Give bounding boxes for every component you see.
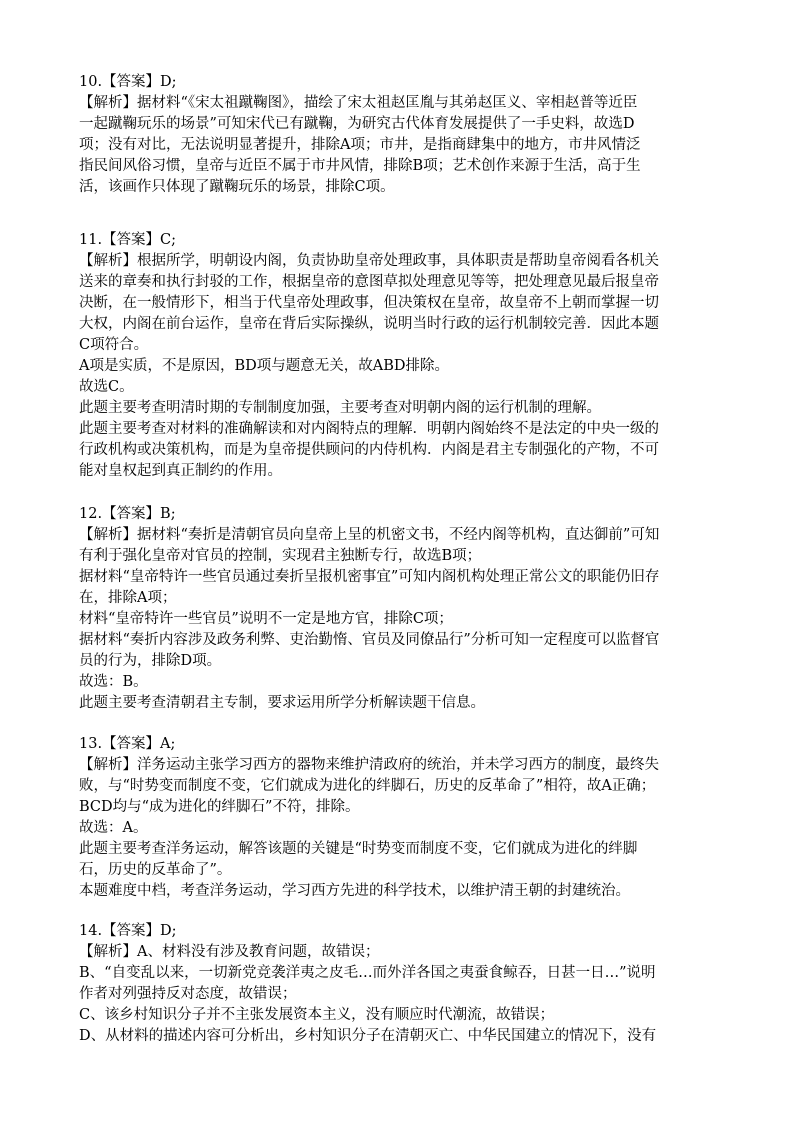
text-line: 据材料“奏折内容涉及政务利弊、吏治勤惰、官员及同僚品行”分析可知一定程度可以监督官 xyxy=(79,632,660,648)
text-line: 送来的章奏和执行封驳的工作，根据皇帝的意图草拟处理意见等等，把处理意见最后报皇帝 xyxy=(79,274,659,290)
text-line: 据材料“皇帝特许一些官员通过奏折呈报机密事宜”可知内阁机构处理正常公文的职能仍旧存 xyxy=(79,569,660,585)
text-line: 此题主要考查对材料的准确解读和对内阁特点的理解．明朝内阁始终不是法定的中央一级的 xyxy=(79,421,659,437)
text-line: 员的行为，排除D项。 xyxy=(79,653,222,669)
text-line: 故选：A。 xyxy=(79,820,148,836)
answer-heading: 10.【答案】D; xyxy=(79,74,177,90)
text-line: 活，该画作只体现了蹴鞠玩乐的场景，排除C项。 xyxy=(79,179,395,195)
text-line: 一起蹴鞠玩乐的场景”可知宋代已有蹴鞠，为研究古代体育发展提供了一手史料，故选D xyxy=(79,116,635,132)
text-line: 此题主要考查洋务运动，解答该题的关键是“时势变而制度不变，它们就成为进化的绊脚 xyxy=(79,841,638,857)
text-line: 有利于强化皇帝对官员的控制，实现君主独断专行，故选B项； xyxy=(79,548,482,564)
text-line: 材料“皇帝特许一些官员”说明不一定是地方官，排除C项； xyxy=(79,611,453,627)
answer-heading: 12.【答案】B; xyxy=(79,506,176,522)
text-line: 【解析】根据所学，明朝设内阁，负责协助皇帝处理政事，具体职责是帮助皇帝阅看各机关 xyxy=(79,253,659,269)
text-line: 【解析】洋务运动主张学习西方的器物来维护清政府的统治，并未学习西方的制度，最终失 xyxy=(79,757,659,773)
text-line: 故选：B。 xyxy=(79,674,148,690)
text-line: 项；没有对比，无法说明显著提升，排除A项；市井，是指商肆集中的地方，市井风情泛 xyxy=(79,137,641,153)
text-line: 在，排除A项； xyxy=(79,590,177,606)
text-line: 作者对列强持反对态度，故错误； xyxy=(79,986,297,1002)
text-line: B、“自变乱以来，一切新党竞袭洋夷之皮毛…而外洋各国之夷蚕食鲸吞，日甚一日…”说明 xyxy=(79,965,656,981)
text-line: 能对皇权起到真正制约的作用。 xyxy=(79,463,282,479)
text-line: 【解析】据材料“《宋太祖蹴鞠图》，描绘了宋太祖赵匡胤与其弟赵匡义、宰相赵普等近臣 xyxy=(79,95,638,111)
text-line: 此题主要考查明清时期的专制制度加强，主要考查对明朝内阁的运行机制的理解。 xyxy=(79,400,601,416)
text-line: 本题难度中档，考查洋务运动，学习西方先进的科学技术，以维护清王朝的封建统治。 xyxy=(79,883,630,899)
text-line: 行政机构或决策机构，而是为皇帝提供顾问的内侍机构．内阁是君主专制强化的产物，不可 xyxy=(79,442,659,458)
text-line: A项是实质，不是原因，BD项与题意无关，故ABD排除。 xyxy=(79,358,450,374)
text-line: 故选C。 xyxy=(79,379,134,395)
answer-heading: 14.【答案】D; xyxy=(79,923,177,939)
text-line: 【解析】据材料“奏折是清朝官员向皇帝上呈的机密文书，不经内阁等机构，直达御前”可知 xyxy=(79,527,660,543)
text-line: C项符合。 xyxy=(79,337,149,353)
text-line: 石，历史的反革命了”。 xyxy=(79,862,232,878)
text-line: C、该乡村知识分子并不主张发展资本主义，没有顺应时代潮流，故错误； xyxy=(79,1007,555,1023)
text-line: BCD均与“成为进化的绊脚石”不符，排除。 xyxy=(79,799,360,815)
text-line: 指民间风俗习惯，皇帝与近臣不属于市井风情，排除B项；艺术创作来源于生活，高于生 xyxy=(79,158,641,174)
text-line: 【解析】A、材料没有涉及教育问题，故错误； xyxy=(79,944,380,960)
answer-heading: 13.【答案】A; xyxy=(79,736,176,752)
text-line: 决断，在一般情形下，相当于代皇帝处理政事，但决策权在皇帝，故皇帝不上朝而掌握一切 xyxy=(79,295,659,311)
text-line: 此题主要考查清朝君主专制，要求运用所学分析解读题干信息。 xyxy=(79,695,485,711)
text-line: 败，与“时势变而制度不变，它们就成为进化的绊脚石，历史的反革命了”相符，故A正确； xyxy=(79,778,656,794)
text-line: 大权，内阁在前台运作，皇帝在背后实际操纵，说明当时行政的运行机制较完善．因此本题 xyxy=(79,316,659,332)
answer-heading: 11.【答案】C; xyxy=(79,232,177,248)
text-line: D、从材料的描述内容可分析出，乡村知识分子在清朝灭亡、中华民国建立的情况下，没有 xyxy=(79,1028,657,1044)
